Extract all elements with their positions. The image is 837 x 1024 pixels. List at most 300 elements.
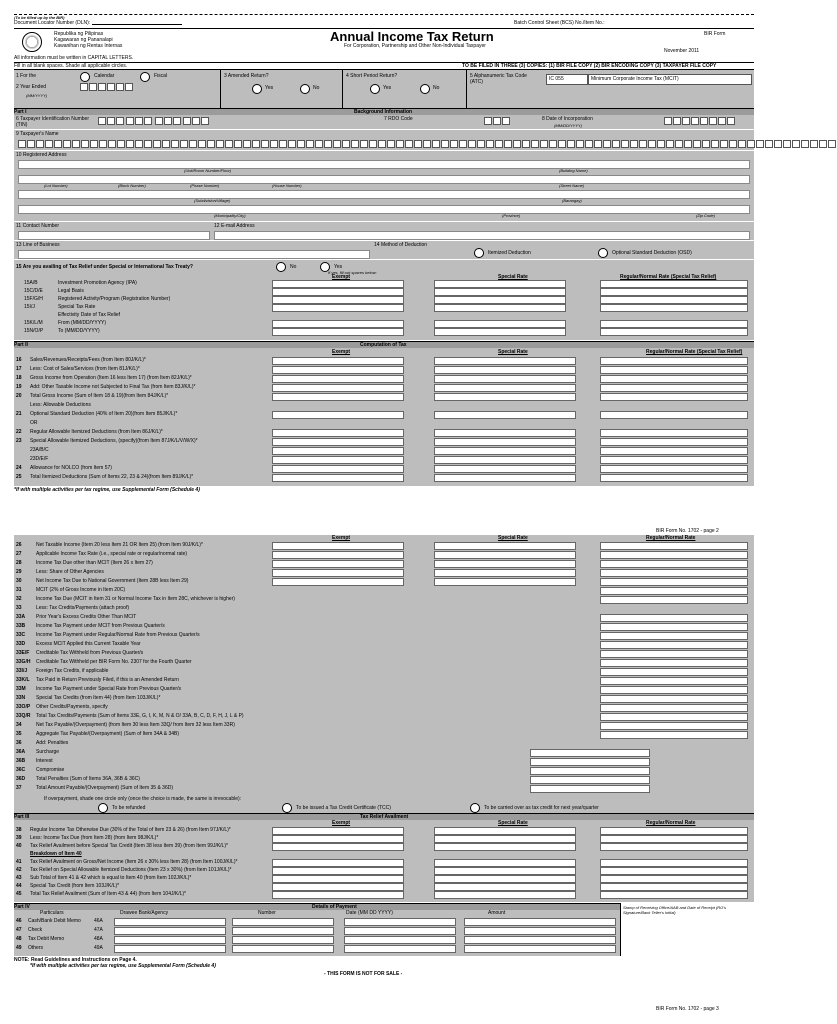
item8-sub: (MM/DD/YYYY) [554, 123, 582, 128]
relief-code: 15A/B [24, 280, 38, 286]
line-label: Income Tax Due (MCIT in Item 31 or Normal Income Tax in Item 28C, whichever is higher) [36, 596, 235, 602]
amount-field[interactable] [600, 704, 748, 712]
amount-field[interactable] [600, 731, 748, 739]
addr-label-barangay: (Barangay) [562, 198, 582, 203]
p2-regular-header: Regular/Normal Rate [646, 535, 696, 541]
amount-field[interactable] [434, 578, 576, 586]
p3-exempt-header: Exempt [332, 820, 351, 826]
line-number: 24 [16, 465, 22, 471]
incorporation-date-field[interactable] [664, 117, 736, 125]
agency-line-3: Kawanihan ng Rentas Internas [54, 43, 123, 49]
amount-field[interactable] [600, 695, 748, 703]
p2-exempt-header: Exempt [332, 535, 351, 541]
amount-field[interactable] [272, 304, 404, 312]
pay-label: Cash/Bank Debit Memo [28, 918, 81, 924]
line-label: Total Penalties (Sum of Items 36A, 36B & 36C) [36, 776, 140, 782]
amount-field[interactable] [600, 384, 748, 392]
amount-field[interactable] [434, 411, 576, 419]
amount-field[interactable] [600, 614, 748, 622]
amount-field[interactable] [600, 859, 748, 867]
line-number: 30 [16, 578, 22, 584]
amount-field[interactable] [600, 411, 748, 419]
amount-field[interactable] [600, 835, 748, 843]
amount-field[interactable] [600, 429, 748, 437]
amount-field[interactable] [272, 393, 404, 401]
relief-label: To (MM/DD/YYYY) [58, 328, 100, 334]
form-page-1 [14, 14, 754, 493]
amount-field[interactable] [600, 569, 748, 577]
relief-label: From (MM/DD/YYYY) [58, 320, 107, 326]
line-number: 40 [16, 843, 22, 849]
pay-col-particulars: Particulars [40, 910, 64, 916]
footnote-text: *If with multiple activities per tax regime, use Supplemental Form (Schedule 4) [14, 487, 200, 493]
amount-field[interactable] [600, 474, 748, 482]
line-label: Gross Income from Operation (Item 16 less Item 17) (from Item 82J/K/L)* [30, 375, 192, 381]
amount-field[interactable] [600, 677, 748, 685]
amount-field[interactable] [272, 560, 404, 568]
item15-label: 15 Are you availing of Tax Relief under Special or International Tax Treaty? [16, 264, 193, 270]
amount-field[interactable] [272, 891, 404, 899]
amount-field[interactable] [600, 375, 748, 383]
line-number: 32 [16, 596, 22, 602]
line-number: 17 [16, 366, 22, 372]
amount-field[interactable] [272, 569, 404, 577]
overpayment-row [14, 795, 754, 813]
form-date: November 2011 [664, 48, 700, 54]
line-label: Creditable Tax Withheld per BIR Form No. 2307 for the Fourth Quarter [36, 659, 192, 665]
line-number: 33Q/R [16, 713, 31, 719]
amount-field[interactable] [600, 357, 748, 365]
line-number: 35 [16, 731, 22, 737]
osd-radio[interactable] [598, 248, 608, 258]
item1-label: 1 For the [16, 73, 37, 79]
amount-field[interactable] [434, 366, 576, 374]
line-label: Interest [36, 758, 53, 764]
line-number: 16 [16, 357, 22, 363]
page2-footer-text: BIR Form No. 1702 - page 3 [656, 1006, 719, 1012]
amount-field[interactable] [600, 328, 748, 336]
amount-field[interactable] [272, 827, 404, 835]
tin-field[interactable] [98, 117, 210, 125]
line-number: 33D [16, 641, 26, 647]
rdo-field[interactable] [484, 117, 511, 125]
amount-field[interactable] [434, 447, 576, 455]
line-label: 23A/B/C [30, 447, 49, 453]
amount-field[interactable] [434, 474, 576, 482]
line-number: 48 [16, 936, 22, 942]
pay-code: 46A [94, 918, 103, 924]
amount-field[interactable] [600, 393, 748, 401]
agency-block [54, 31, 122, 49]
email-field[interactable] [214, 231, 750, 240]
amount-field[interactable] [600, 551, 748, 559]
line-number: 22 [16, 429, 22, 435]
line-number: 27 [16, 551, 22, 557]
amount-field[interactable] [434, 375, 576, 383]
refund-label: To be refunded [112, 805, 146, 811]
amount-field[interactable] [272, 288, 404, 296]
form-page-2 [14, 528, 754, 1014]
name-row [14, 130, 754, 150]
pay-code: 47A [94, 927, 103, 933]
amount-field[interactable] [272, 447, 404, 455]
line-number: 45 [16, 891, 22, 897]
p3-special-header: Special Rate [498, 820, 528, 826]
line-label: Special Allowable Itemized Deductions, (specify)(from Item 87J/K/L/V/W/X)* [30, 438, 198, 444]
pay-label: Others [28, 945, 44, 951]
amount-field[interactable] [434, 551, 576, 559]
line-label: Less: Share of Other Agencies [36, 569, 104, 575]
amount-field[interactable] [344, 936, 456, 944]
amount-field[interactable] [600, 296, 748, 304]
item13-label: 13 Line of Business [16, 242, 60, 248]
amount-field[interactable] [272, 320, 404, 328]
line-label: Special Tax Credits (from Item 44) (from Item 103J/K/L)* [36, 695, 161, 701]
amount-field[interactable] [272, 384, 404, 392]
line-number: 36B [16, 758, 26, 764]
amount-field[interactable] [272, 867, 404, 875]
item9-label: 9 Taxpayer's Name [16, 131, 59, 137]
part2-title: Computation of Tax [360, 342, 407, 348]
part4-title: Details of Payment [312, 904, 357, 910]
line-label: OR [30, 420, 38, 426]
amount-field[interactable] [600, 465, 748, 473]
amount-field[interactable] [434, 429, 576, 437]
calendar-radio[interactable] [80, 72, 90, 82]
line-number: 36 [16, 740, 22, 746]
relief-label: Special Tax Rate [58, 304, 96, 310]
pay-col-number: Number [258, 910, 276, 916]
page1-footnote [14, 487, 754, 493]
tcc-radio[interactable] [282, 803, 292, 813]
line-number: 34 [16, 722, 22, 728]
line-label: Compromise [36, 767, 65, 773]
p3-regular-header: Regular/Normal Rate [646, 820, 696, 826]
amount-field[interactable] [434, 569, 576, 577]
dln-field[interactable] [92, 20, 182, 25]
amount-field[interactable] [434, 320, 566, 328]
part1-title: Background Information [354, 109, 413, 115]
amount-field[interactable] [272, 296, 404, 304]
fiscal-radio[interactable] [140, 72, 150, 82]
amount-field[interactable] [434, 393, 576, 401]
amount-field[interactable] [272, 429, 404, 437]
amount-field[interactable] [600, 288, 748, 296]
comp-regular-header: Regular/Normal Rate (Special Tax Relief) [646, 349, 743, 355]
address-line-1[interactable] [18, 160, 750, 169]
amount-field[interactable] [272, 357, 404, 365]
carry-over-label: To be carried over as tax credit for next year/quarter [484, 805, 599, 811]
amount-field[interactable] [434, 328, 566, 336]
amount-field[interactable] [434, 875, 576, 883]
amount-field[interactable] [434, 465, 576, 473]
line-label: Tax Relief Availment before Special Tax Credit (Item 38 less Item 39) (from Item 99J/K/L)* [30, 843, 228, 849]
amount-field[interactable] [434, 438, 576, 446]
amount-field[interactable] [600, 659, 748, 667]
line-number: 42 [16, 867, 22, 873]
year-ended-field[interactable] [80, 83, 134, 91]
amount-field[interactable] [114, 927, 226, 935]
amount-field[interactable] [600, 668, 748, 676]
part1-label: Part I [14, 109, 27, 115]
part3-title: Tax Relief Availment [360, 814, 409, 820]
amount-field[interactable] [232, 945, 334, 953]
note-supplemental: *If with multiple activities per tax regime, use Supplemental Form (Schedule 4) [30, 963, 216, 969]
amount-field[interactable] [434, 384, 576, 392]
amount-field[interactable] [600, 456, 748, 464]
amount-field[interactable] [272, 859, 404, 867]
refund-radio[interactable] [98, 803, 108, 813]
line-number: 33B [16, 623, 26, 629]
amount-field[interactable] [600, 641, 748, 649]
amount-field[interactable] [272, 551, 404, 559]
amount-field[interactable] [600, 623, 748, 631]
amount-field[interactable] [600, 304, 748, 312]
addr-label-phase: (Phase Number) [190, 183, 220, 188]
addr-label-unit: (Unit/Room Number/Floor) [184, 168, 232, 173]
address-line-3[interactable] [18, 190, 750, 199]
amount-field[interactable] [464, 936, 616, 944]
short-yes-radio[interactable] [370, 84, 380, 94]
item2-label: 2 Year Ended [16, 84, 47, 90]
amount-field[interactable] [464, 945, 616, 953]
line-label: Regular Allowable Itemized Deductions (from Item 86J/K/L)* [30, 429, 163, 435]
line-label: MCIT (2% of Gross Income in Item 20C) [36, 587, 126, 593]
fill-note: Fill in all blank spaces. Shade all applicable circles. [14, 63, 128, 69]
amount-field[interactable] [272, 438, 404, 446]
amount-field[interactable] [232, 918, 334, 926]
line-label: Other Credits/Payments, specify [36, 704, 108, 710]
relief-code: 15F/G/H [24, 296, 43, 302]
relief-note: If yes, fill out spaces below: [328, 270, 377, 275]
amount-field[interactable] [272, 366, 404, 374]
business-field[interactable] [18, 250, 370, 259]
relief-regular-header: Regular/Normal Rate (Special Tax Relief) [620, 274, 717, 280]
dln-label: Document Locator Number (DLN): [14, 20, 91, 26]
line-number: 33A [16, 614, 26, 620]
amount-field[interactable] [600, 722, 748, 730]
amount-field[interactable] [600, 883, 748, 891]
amount-field[interactable] [434, 883, 576, 891]
amount-field[interactable] [434, 827, 576, 835]
line-label: Total Itemized Deductions (Sum of Items 22, 23 & 24)(from Item 89J/K/L)* [30, 474, 194, 480]
line-label: Applicable Income Tax Rate (i.e., special rate or regular/normal rate) [36, 551, 188, 557]
line-label: Add: Penalties [36, 740, 69, 746]
carry-over-radio[interactable] [470, 803, 480, 813]
line-number: 46 [16, 918, 22, 924]
address-line-4[interactable] [18, 205, 750, 214]
amount-field[interactable] [600, 875, 748, 883]
amount-field[interactable] [434, 843, 576, 851]
amount-field[interactable] [272, 375, 404, 383]
amount-field[interactable] [600, 578, 748, 586]
amount-field[interactable] [600, 827, 748, 835]
divider [466, 70, 467, 108]
addr-label-province: (Province) [502, 213, 521, 218]
line-label: Sales/Revenues/Receipts/Fees (from Item 80J/K/L)* [30, 357, 146, 363]
amount-field[interactable] [600, 366, 748, 374]
addr-label-block: (Block Number) [118, 183, 146, 188]
amount-field[interactable] [114, 945, 226, 953]
calendar-label: Calendar [94, 73, 115, 79]
stamp-note: Stamp of Receiving Office/AAB and Date of Receipt (RO's Signature/Bank Teller's Initial) [623, 905, 727, 915]
amount-field[interactable] [530, 776, 650, 784]
item7-label: 7 RDO Code [384, 116, 413, 122]
line-number: 44 [16, 883, 22, 889]
taxpayer-name-field[interactable] [18, 140, 837, 148]
relief-code: 15I/J [24, 304, 35, 310]
amount-field[interactable] [434, 542, 576, 550]
amount-field[interactable] [600, 447, 748, 455]
amount-field[interactable] [600, 891, 748, 899]
tax-relief-block [14, 260, 754, 340]
amount-field[interactable] [272, 411, 404, 419]
computation-block [14, 348, 754, 486]
amount-field[interactable] [434, 456, 576, 464]
line-number: 33 [16, 605, 22, 611]
amount-field[interactable] [434, 859, 576, 867]
amount-field[interactable] [434, 867, 576, 875]
amount-field[interactable] [600, 843, 748, 851]
pay-col-amount: Amount [488, 910, 506, 916]
line-label: Tax Relief Availment on Gross/Net Income (Item 26 x 30% less Item 28) (from Item 100J/K/L)* [30, 859, 238, 865]
amount-field[interactable] [600, 280, 748, 288]
line-label: Total Gross Income (Sum of Item 18 & 19)(from Item 84J/K/L)* [30, 393, 169, 399]
pay-label: Check [28, 927, 43, 933]
amount-field[interactable] [272, 474, 404, 482]
item2-sub: (MM/YYYY) [26, 93, 48, 98]
amended-yes-radio[interactable] [252, 84, 262, 94]
amount-field[interactable] [272, 542, 404, 550]
fill-row [14, 62, 754, 69]
amount-field[interactable] [272, 835, 404, 843]
amount-field[interactable] [272, 875, 404, 883]
amount-field[interactable] [344, 945, 456, 953]
amount-field[interactable] [600, 713, 748, 721]
line-label: Net Tax Payable/(Overpayment) (from Item 30 less Item 33Q/ from Item 32 less Item 33R) [36, 722, 235, 728]
line-label: Less: Cost of Sales/Services (from Item 81J/K/L)* [30, 366, 140, 372]
line-number: 20 [16, 393, 22, 399]
amount-field[interactable] [434, 560, 576, 568]
caps-note-text: All information must be written in CAPITAL LETTERS. [14, 55, 134, 61]
line-number: 19 [16, 384, 22, 390]
relief-code: 15C/D/E [24, 288, 43, 294]
item12-label: 12 E-mail Address [214, 223, 255, 229]
amount-field[interactable] [600, 596, 748, 604]
amount-field[interactable] [344, 918, 456, 926]
amount-field[interactable] [272, 883, 404, 891]
line-number: 33I/J [16, 668, 28, 674]
amount-field[interactable] [272, 280, 404, 288]
relief-no-radio[interactable] [276, 262, 286, 272]
atc-code[interactable]: IC 055 [546, 74, 588, 85]
amount-field[interactable] [114, 918, 226, 926]
line-number: 33M [16, 686, 26, 692]
line-label: 23D/E/F [30, 456, 49, 462]
amount-field[interactable] [272, 328, 404, 336]
line-label: Prior Year's Excess Credits Other Than MCIT [36, 614, 137, 620]
amount-field[interactable] [272, 578, 404, 586]
item4-label: 4 Short Period Return? [346, 73, 398, 79]
item6-label: 6 Taxpayer Identification Number (TIN) [16, 116, 90, 128]
amount-field[interactable] [434, 357, 576, 365]
relief-lines-block [14, 826, 754, 902]
amount-field[interactable] [272, 456, 404, 464]
amount-field[interactable] [530, 758, 650, 766]
page2-footer [14, 1006, 754, 1013]
line-number: 49 [16, 945, 22, 951]
part2-label: Part II [14, 342, 28, 348]
amount-field[interactable] [464, 918, 616, 926]
item10-label: 10 Registered Address [16, 152, 67, 158]
line-label: Surcharge [36, 749, 60, 755]
form-subtitle: For Corporation, Partnership and Other Non-Individual Taxpayer [344, 43, 486, 49]
osd-label: Optional Standard Deduction (OSD) [612, 250, 692, 256]
amount-field[interactable] [434, 304, 566, 312]
amount-field[interactable] [600, 320, 748, 328]
pay-code: 49A [94, 945, 103, 951]
item8-label: 8 Date of Incorporation [542, 116, 593, 122]
amount-field[interactable] [344, 927, 456, 935]
not-for-sale-text: - THIS FORM IS NOT FOR SALE - [324, 971, 403, 977]
short-no-radio[interactable] [420, 84, 430, 94]
itemized-label: Itemized Deduction [488, 250, 531, 256]
itemized-radio[interactable] [474, 248, 484, 258]
amount-field[interactable] [530, 767, 650, 775]
item3-label: 3 Amended Return? [224, 73, 269, 79]
amended-no-radio[interactable] [300, 84, 310, 94]
amount-field[interactable] [530, 785, 650, 793]
amount-field[interactable] [434, 835, 576, 843]
addr-label-house: (House Number) [272, 183, 302, 188]
amount-field[interactable] [272, 843, 404, 851]
amount-field[interactable] [434, 280, 566, 288]
amount-field[interactable] [114, 936, 226, 944]
amount-field[interactable] [434, 288, 566, 296]
form-header [14, 29, 754, 55]
line-label: Excess MCIT Applied this Current Taxable Year [36, 641, 141, 647]
relief-label: Registered Activity/Program (Registration Number) [58, 296, 171, 302]
line-number: 23 [16, 438, 22, 444]
amount-field[interactable] [600, 438, 748, 446]
contact-field[interactable] [18, 231, 210, 240]
comp-exempt-header: Exempt [332, 349, 351, 355]
relief-label: Effectivity Date of Tax Relief [58, 312, 121, 318]
amount-field[interactable] [600, 867, 748, 875]
line-label: Income Tax Payment under Special Rate from Previous Quarter/s [36, 686, 181, 692]
relief-label: Legal Basis [58, 288, 84, 294]
amount-field[interactable] [600, 686, 748, 694]
amount-field[interactable] [232, 936, 334, 944]
line-number: 33K/L [16, 677, 30, 683]
amount-field[interactable] [232, 927, 334, 935]
amount-field[interactable] [600, 632, 748, 640]
amount-field[interactable] [530, 749, 650, 757]
relief-code: 15K/L/M [24, 320, 43, 326]
amount-field[interactable] [464, 927, 616, 935]
amount-field[interactable] [600, 560, 748, 568]
amount-field[interactable] [600, 542, 748, 550]
overpay-note: If overpayment, shade one circle only (once the choice is made, the same is irrevocable): [44, 796, 242, 802]
relief-no-label: No [290, 264, 297, 270]
amount-field[interactable] [600, 650, 748, 658]
amount-field[interactable] [272, 465, 404, 473]
amount-field[interactable] [600, 587, 748, 595]
amount-field[interactable] [434, 891, 576, 899]
amount-field[interactable] [434, 296, 566, 304]
atc-description: Minimum Corporate Income Tax (MCIT) [588, 74, 752, 85]
line-number: 37 [16, 785, 22, 791]
